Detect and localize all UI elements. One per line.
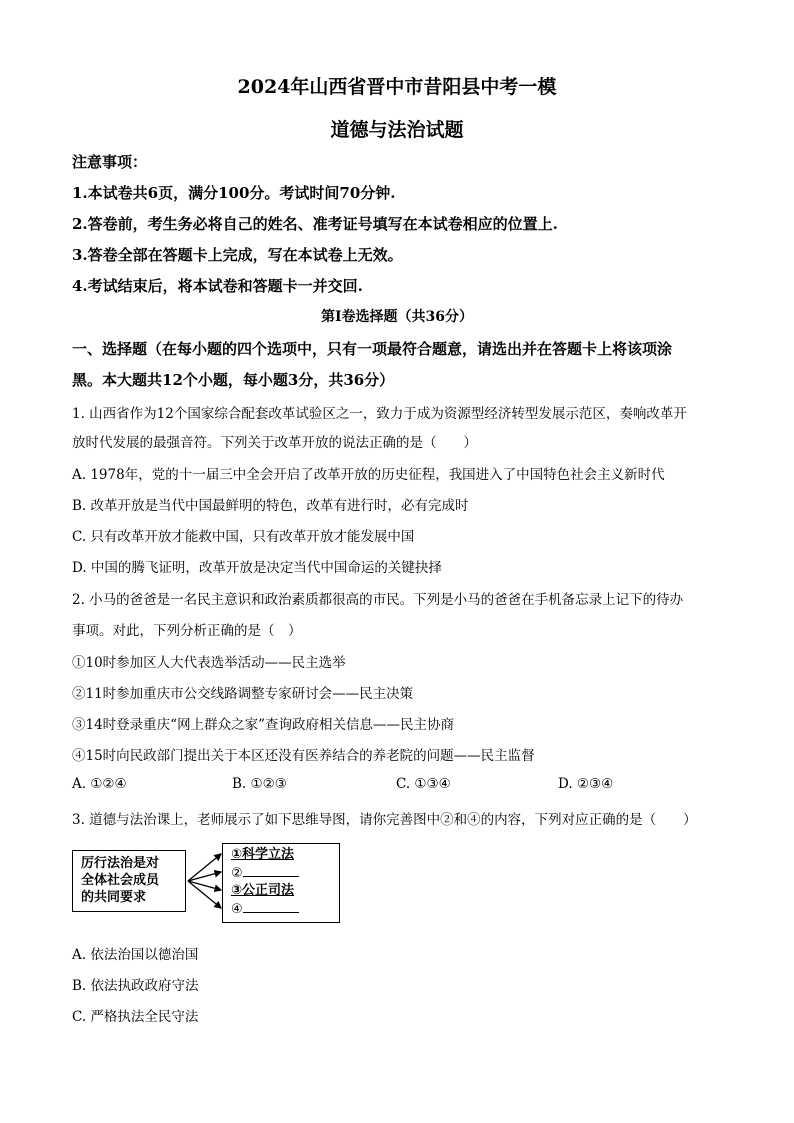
question-2-item: ④15时向民政部门提出关于本区还没有医养结合的养老院的问题——民主监督 (72, 748, 535, 764)
mind-map-diagram (72, 843, 342, 923)
question-2-option-c: C. ①③④ (396, 776, 451, 792)
question-3-option-a: A. 依法治国以德治国 (72, 947, 199, 963)
mind-map-branch-2-label: ② (231, 865, 243, 881)
question-1-option-c: C. 只有改革开放才能救中国，只有改革开放才能发展中国 (72, 529, 415, 545)
mind-map-branch-2 (231, 864, 339, 883)
mind-map-root-line: 的共同要求 (81, 890, 147, 905)
question-3-option-c: C. 严格执法全民守法 (72, 1009, 199, 1025)
section-instruction: 一、选择题（在每小题的四个选项中，只有一项最符合题意，请选出并在答题卡上将该项涂 (72, 340, 673, 358)
mind-map-branch-4 (231, 900, 339, 919)
answer-blank (243, 864, 299, 877)
mind-map-arrows (186, 843, 226, 923)
mind-map-root-line: 全体社会成员 (81, 873, 160, 888)
page-subtitle: 道德与法治试题 (330, 119, 464, 141)
section-title: 第Ⅰ卷选择题（共36分） (320, 309, 474, 325)
question-1-option-b: B. 改革开放是当代中国最鲜明的特色，改革有进行时，必有完成时 (72, 498, 469, 514)
mind-map-branch-1: ①科学立法 (231, 847, 295, 862)
question-1-option-d: D. 中国的腾飞证明，改革开放是决定当代中国命运的关键抉择 (72, 560, 442, 576)
mind-map-branch-4-label: ④ (231, 901, 243, 917)
question-1-option-a: A. 1978年，党的十一届三中全会开启了改革开放的历史征程，我国进入了中国特色社会主义新时代 (72, 467, 665, 483)
page-title: 2024年山西省晋中市昔阳县中考一模 (237, 76, 557, 98)
notice-item: 1.本试卷共6页，满分100分。考试时间70分钟. (72, 184, 396, 202)
question-1-stem: 放时代发展的最强音符。下列关于改革开放的说法正确的是（ ） (72, 435, 477, 451)
question-2-item: ③14时登录重庆“网上群众之家”查询政府相关信息——民主协商 (72, 717, 454, 733)
section-instruction: 黑。本大题共12个小题，每小题3分，共36分） (72, 371, 395, 389)
question-2-option-a: A. ①②④ (72, 776, 127, 792)
mind-map-root-box (72, 850, 186, 912)
mind-map-root-line: 厉行法治是对 (81, 856, 160, 871)
notice-heading: 注意事项： (72, 153, 148, 171)
mind-map-branch-3: ③公正司法 (231, 883, 295, 898)
question-2-option-b: B. ①②③ (232, 776, 287, 792)
question-3-option-b: B. 依法执政政府守法 (72, 978, 199, 994)
mind-map-branches-box (222, 843, 340, 923)
question-2-stem: 2. 小马的爸爸是一名民主意识和政治素质都很高的市民。下列是小马的爸爸在手机备忘录上记下的待办 (72, 592, 684, 608)
question-2-option-d: D. ②③④ (558, 776, 614, 792)
notice-item: 3.答卷全部在答题卡上完成，写在本试卷上无效。 (72, 246, 403, 264)
question-2-item: ②11时参加重庆市公交线路调整专家研讨会——民主决策 (72, 686, 414, 702)
answer-blank (243, 900, 299, 913)
question-2-stem: 事项。对此，下列分析正确的是（ ） (72, 623, 302, 639)
question-2-item: ①10时参加区人大代表选举活动——民主选举 (72, 655, 346, 671)
notice-item: 2.答卷前，考生务必将自己的姓名、准考证号填写在本试卷相应的位置上. (72, 215, 558, 233)
question-3-stem: 3. 道德与法治课上，老师展示了如下思维导图，请你完善图中②和④的内容，下列对应正确的是（ ） (72, 812, 697, 828)
question-1-stem: 1. 山西省作为12个国家综合配套改革试验区之一，致力于成为资源型经济转型发展示范区，奏响改革开 (72, 406, 687, 422)
notice-item: 4.考试结束后，将本试卷和答题卡一并交回. (72, 277, 363, 295)
